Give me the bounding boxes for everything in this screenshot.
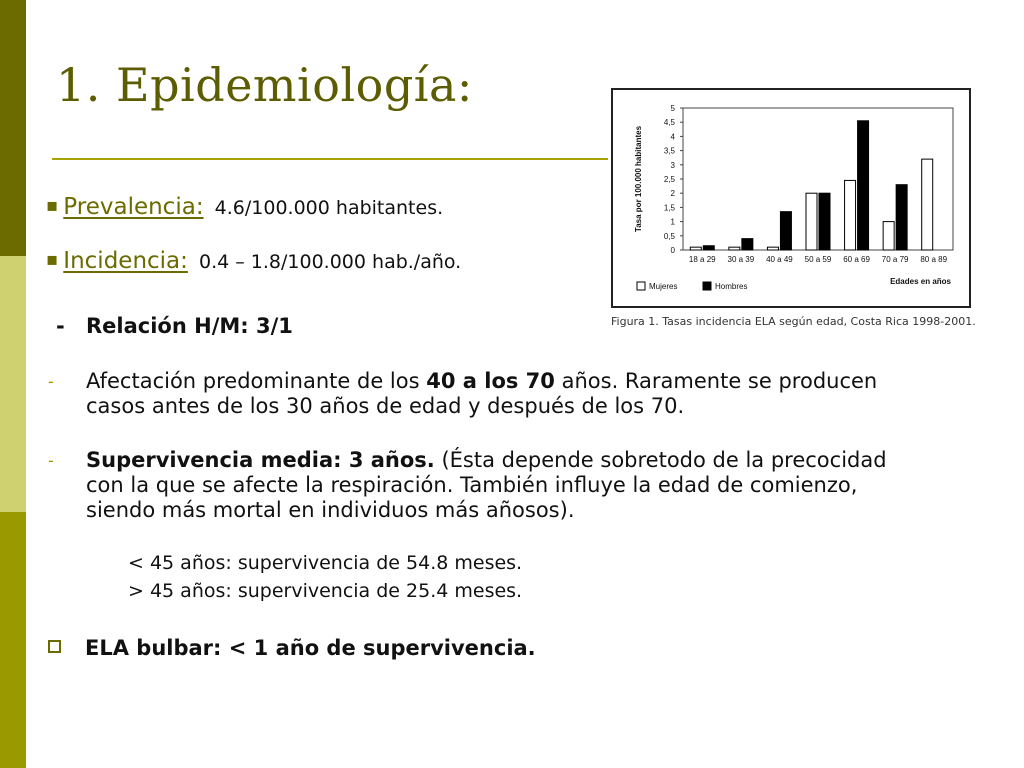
y-tick-label: 0,5	[663, 231, 675, 241]
left-stripe-bottom	[0, 512, 26, 768]
supervivencia-item	[48, 448, 928, 523]
slide-title: 1. Epidemiología:	[56, 58, 473, 112]
plot-area	[683, 108, 953, 250]
bar-mujeres	[922, 159, 933, 250]
incidencia-value: 0.4 – 1.8/100.000 hab./año.	[199, 251, 462, 273]
legend-label: Mujeres	[649, 282, 678, 291]
dash-bullet: -	[48, 451, 54, 470]
bar-hombres	[896, 185, 907, 250]
y-tick-label: 4	[670, 132, 675, 142]
bulbar-text: ELA bulbar: < 1 año de supervivencia.	[85, 636, 536, 660]
y-tick-label: 1	[670, 217, 675, 227]
bar-hombres	[858, 121, 869, 250]
sub-item-over-45: > 45 años: supervivencia de 25.4 meses.	[128, 580, 523, 602]
x-tick-label: 50 a 59	[804, 255, 832, 264]
title-underline	[52, 158, 608, 160]
legend-label: Hombres	[715, 282, 748, 291]
bar-hombres	[742, 239, 753, 250]
figure-caption: Figura 1. Tasas incidencia ELA según edad, Costa Rica 1998-2001.	[611, 315, 976, 328]
y-axis-label: Tasa por 100.000 habitantes	[634, 125, 643, 233]
legend-swatch-hombres	[703, 282, 711, 290]
bar-mujeres	[845, 180, 856, 250]
x-tick-label: 18 a 29	[688, 255, 716, 264]
supervivencia-text	[86, 448, 928, 523]
incidencia-line	[46, 248, 461, 274]
x-tick-label: 40 a 49	[766, 255, 793, 264]
y-tick-label: 1,5	[663, 203, 675, 213]
x-tick-label: 70 a 79	[881, 255, 909, 264]
square-bullet-icon: ▪	[46, 195, 59, 216]
left-stripe-middle	[0, 256, 26, 512]
left-stripe-top	[0, 0, 26, 256]
y-tick-label: 3	[670, 160, 675, 170]
supervivencia-text-part: (Ésta depende sobretodo de la precocidad con la que se afecte la respiración. También influye la edad de comienzo, siendo más mortal en individuos más añosos).	[86, 448, 887, 522]
y-tick-label: 2,5	[663, 175, 675, 184]
afectacion-text	[86, 369, 928, 419]
y-tick-label: 0	[670, 246, 675, 255]
bar-mujeres	[806, 193, 817, 250]
y-tick-label: 3,5	[663, 146, 675, 156]
y-tick-label: 5	[670, 104, 675, 113]
afectacion-text-part: años. Raramente se producen casos antes de los 30 años de edad y después de los 70.	[86, 369, 878, 418]
square-bullet-icon: ▪	[46, 249, 59, 270]
bar-mujeres	[883, 222, 894, 250]
incidence-chart	[611, 88, 971, 308]
bar-mujeres	[690, 247, 701, 250]
x-tick-label: 80 a 89	[920, 255, 948, 264]
relacion-line	[56, 314, 293, 338]
prevalencia-value: 4.6/100.000 habitantes.	[214, 197, 444, 219]
incidencia-label: Incidencia:	[63, 248, 188, 274]
x-tick-label: 60 a 69	[843, 255, 870, 264]
hollow-square-bullet-icon	[48, 640, 61, 653]
bar-mujeres	[729, 247, 740, 250]
dash-bullet: -	[48, 372, 54, 391]
bar-hombres	[819, 193, 830, 250]
bar-chart-svg	[613, 90, 969, 306]
bar-hombres	[703, 246, 714, 250]
sub-item-under-45: < 45 años: supervivencia de 54.8 meses.	[128, 552, 523, 574]
y-tick-label: 2	[670, 189, 675, 199]
afectacion-bold: 40 a los 70	[426, 369, 555, 393]
relacion-text: Relación H/M: 3/1	[86, 314, 293, 338]
y-tick-label: 4,5	[663, 118, 675, 128]
x-tick-label: 30 a 39	[727, 255, 755, 264]
x-axis-label: Edades en años	[890, 277, 951, 286]
bulbar-item	[48, 636, 536, 660]
prevalencia-line	[46, 194, 443, 220]
supervivencia-bold: Supervivencia media: 3 años.	[86, 448, 435, 472]
afectacion-item	[48, 369, 928, 419]
afectacion-text-part: Afectación predominante de los	[86, 369, 427, 393]
legend-swatch-mujeres	[637, 282, 645, 290]
bar-mujeres	[767, 247, 778, 250]
bar-hombres	[780, 212, 791, 250]
dash-bullet: -	[56, 314, 65, 338]
prevalencia-label: Prevalencia:	[63, 194, 204, 220]
